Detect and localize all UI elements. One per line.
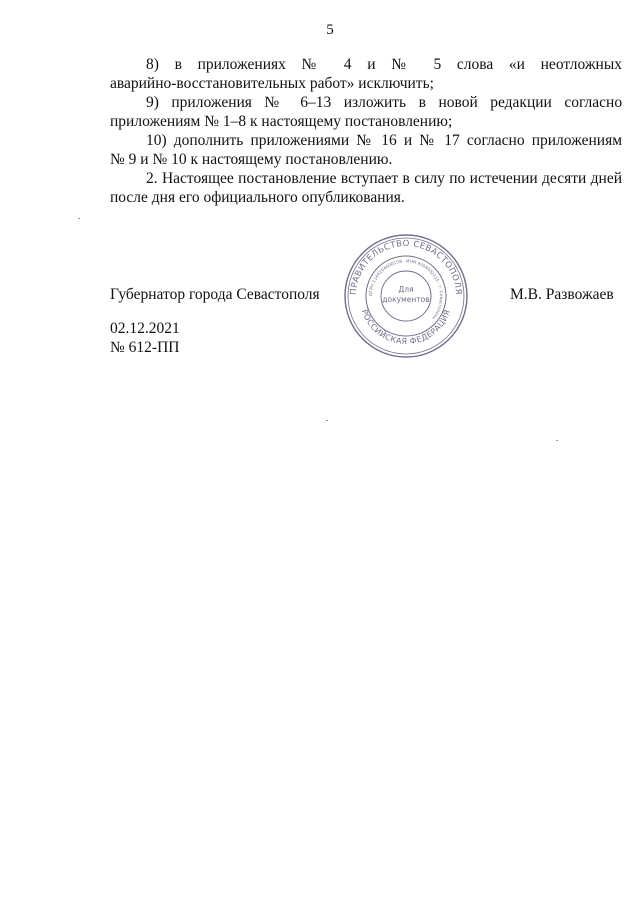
word: и	[367, 56, 376, 73]
word: 9) приложения	[146, 94, 252, 111]
word: изложить	[343, 94, 407, 111]
item-9-line-2: приложениям № 1–8 к настоящему постановлению;	[110, 113, 453, 130]
word: 8) в	[146, 56, 182, 73]
scan-speck	[326, 420, 328, 421]
item-2-continuation	[110, 188, 622, 207]
word: № 5	[391, 56, 442, 73]
item-9-line-1	[110, 93, 622, 112]
word: в	[418, 94, 426, 111]
item-2-line-1	[110, 169, 622, 188]
word: слова	[456, 56, 494, 73]
word: «и	[508, 56, 525, 73]
word: № 17	[419, 132, 460, 149]
word: десяти	[542, 170, 587, 187]
item-9-paragraph	[110, 93, 622, 112]
item-10-line-2: № 9 и № 10 к настоящему постановлению.	[110, 151, 393, 168]
item-8-paragraph	[110, 55, 622, 74]
word: истечении	[469, 170, 538, 187]
scan-speck	[556, 440, 558, 441]
item-9-continuation	[110, 112, 622, 131]
item-8-line-2: аварийно-восстановительных работ» исключить;	[110, 75, 434, 92]
word: постановление	[238, 170, 337, 187]
document-body	[110, 55, 622, 207]
item-10-paragraph	[110, 131, 622, 150]
word: в	[402, 170, 410, 187]
page-number: 5	[326, 22, 334, 38]
word: приложениями	[250, 132, 350, 149]
word: 10) дополнить	[146, 132, 244, 149]
word: согласно	[466, 132, 525, 149]
word: по	[449, 170, 466, 187]
seal-center-line-2: документов	[382, 295, 430, 304]
document-number: № 612-ПП	[110, 339, 180, 356]
word: неотложных	[540, 56, 623, 73]
word: приложениях	[197, 56, 286, 73]
word: новой	[438, 94, 478, 111]
item-8-continuation	[110, 74, 622, 93]
seal-center-line-1: Для	[398, 285, 414, 294]
word: 2. Настоящее	[146, 170, 234, 187]
seal-graphic	[342, 232, 470, 360]
word: вступает	[340, 170, 399, 187]
word: дней	[590, 170, 622, 187]
word: № 6–13	[264, 94, 332, 111]
item-8-line-1	[110, 55, 622, 74]
official-seal-stamp	[342, 232, 470, 360]
item-10-continuation	[110, 150, 622, 169]
item-2-line-2: после дня его официального опубликования.	[110, 189, 405, 206]
item-2-paragraph	[110, 169, 622, 188]
seal-outer-text: ПРАВИТЕЛЬСТВО СЕВАСТОПОЛЯ	[348, 238, 464, 296]
word: и	[403, 132, 413, 149]
word: редакции	[490, 94, 552, 111]
scan-speck	[78, 218, 80, 219]
document-details	[110, 319, 180, 357]
signatory-position: Губернатор города Севастополя	[110, 286, 320, 303]
item-10-line-1	[110, 131, 622, 150]
seal-ring-text: ОГРН 1149204000159 · ИНН 9204002115 · г. Севастополь	[368, 259, 444, 321]
signatory-name: М.В. Развожаев	[510, 286, 614, 303]
document-date: 02.12.2021	[110, 320, 180, 337]
word: приложениям	[531, 132, 623, 149]
seal-lower-text: РОССИЙСКАЯ ФЕДЕРАЦИЯ	[359, 308, 453, 347]
word: № 4	[301, 56, 352, 73]
word: силу	[414, 170, 445, 187]
word: № 16	[356, 132, 397, 149]
word: согласно	[564, 94, 623, 111]
